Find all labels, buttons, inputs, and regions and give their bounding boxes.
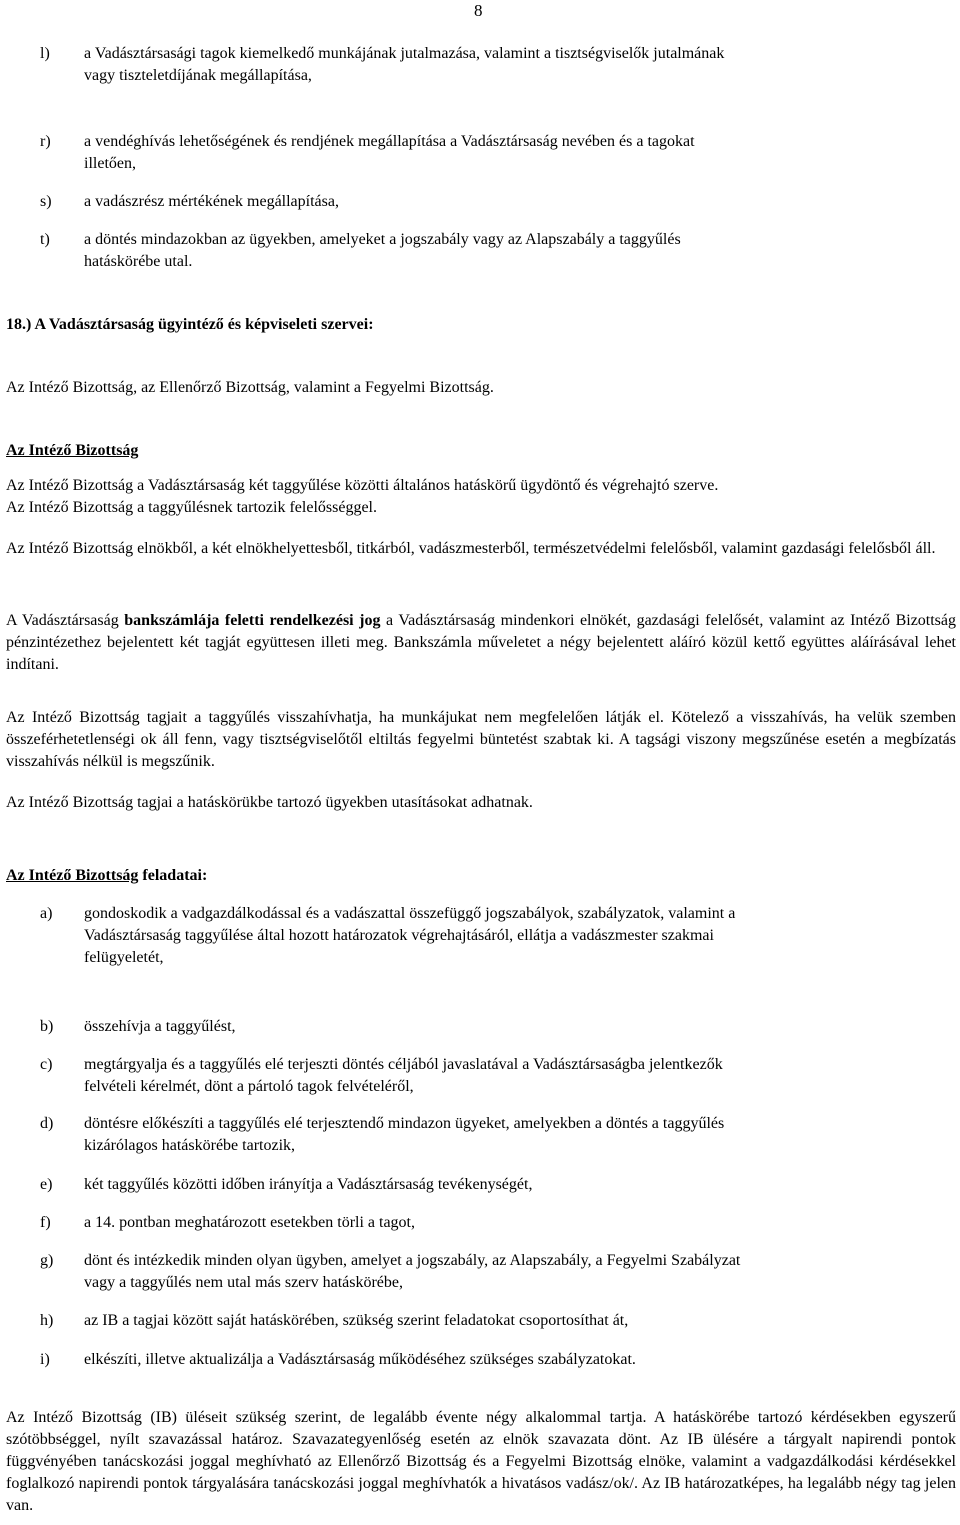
task-text: Vadásztársaság taggyűlése által hozott határozatok végrehajtásáról, ellátja a vadászmester szakmai [84,927,714,944]
task-text: kizárólagos hatáskörébe tartozik, [84,1137,296,1154]
task-text: vagy a taggyűlés nem utal más szerv hatáskörébe, [84,1274,403,1291]
ib-paragraph-2: Az Intéző Bizottság elnökből, a két elnökhelyettesből, titkárból, vadászmesterből, természetvédelmi felelősből, valamint gazdasági felelősből áll. [6,540,936,557]
list-text: hatáskörébe utal. [84,253,193,270]
list-text: illetően, [84,155,136,172]
tasks-heading [6,865,956,887]
tasks-heading-underlined: Az Intéző Bizottság [6,867,139,884]
list-text: a döntés mindazokban az ügyekben, amelyeket a jogszabály vagy az Alapszabály a taggyűlés [84,231,681,248]
recall-paragraph: Az Intéző Bizottság tagjait a taggyűlés visszahívhatja, ha munkájukat nem megfelelően látják el. Kötelező a visszahívás, ha velük szemben összeférhetetlenségi ok áll fenn, vagy tisztségviselőtől eltiltás fegyelmi büntetést szabtak ki. A tagsági viszony megszűnése esetén a megbízatás visszahívás nélkül is megszűnik. [6,709,956,770]
task-label: g) [40,1252,54,1269]
bank-text-post: a Vadásztársaság mindenkori elnökét, gazdasági felelősét, valamint az Intéző Bizottság pénzintézethez bejelentett két tagját együttesen illeti meg. Bankszámla műveletet a négy bejelentett aláíró közül kettő együttes aláírásával lehet indítani. [6,612,957,673]
meetings-paragraph: Az Intéző Bizottság (IB) üléseit szükség szerint, de legalább évente négy alkalommal tartja. A hatáskörébe tartozó kérdésekben egyszerű szótöbbséggel, nyílt szavazással határoz. Szavazategyenlőség esetén az elnök szavazata dönt. Az IB ülésére a tárgyalt napirendi pontok függvényében tanácskozási joggal meghívható az Ellenőrző Bizottság és a Fegyelmi Bizottság elnöke, valamint a vadgazdálkodási kérdésekkel foglalkozó napirendi pontok tárgyalására tanácskozási joggal meghívhatók a hivatásos vadász/ok/. Az IB határozatképes, ha legalább négy tag jelen van. [6,1409,956,1514]
list-label: t) [40,231,50,248]
task-text: gondoskodik a vadgazdálkodással és a vadászattal összefüggő jogszabályok, szabályzatok, valamint a [84,905,736,922]
section-18-heading: 18.) A Vadásztársaság ügyintéző és képviseleti szervei: [6,316,374,333]
list-text: a Vadásztársasági tagok kiemelkedő munkájának jutalmazása, valamint a tisztségviselők jutalmának [84,45,725,62]
section-18-text: Az Intéző Bizottság, az Ellenőrző Bizottság, valamint a Fegyelmi Bizottság. [6,379,494,396]
ib-heading: Az Intéző Bizottság [6,442,139,459]
bank-account-paragraph [6,610,956,676]
bank-text-pre: A Vadásztársaság [6,612,125,629]
task-label: f) [40,1214,51,1231]
ib-paragraph-1 [6,475,956,519]
list-text: vagy tiszteletdíjának megállapítása, [84,67,312,84]
list-label: l) [40,45,50,62]
task-text: megtárgyalja és a taggyűlés elé terjeszti döntés céljából javaslatával a Vadásztársaságba jelentkezők [84,1056,723,1073]
task-text: két taggyűlés közötti időben irányítja a Vadásztársaság tevékenységét, [84,1176,533,1193]
task-text: összehívja a taggyűlést, [84,1018,236,1035]
list-label: r) [40,133,51,150]
task-text: az IB a tagjai között saját hatáskörében, szükség szerint feladatokat csoportosíthat át, [84,1312,629,1329]
list-text: a vendéghívás lehetőségének és rendjének megállapítása a Vadásztársaság nevében és a tagokat [84,133,695,150]
task-label: h) [40,1312,54,1329]
task-text: felvételi kérelmét, dönt a pártoló tagok felvételéről, [84,1078,414,1095]
task-text: dönt és intézkedik minden olyan ügyben, amelyet a jogszabály, az Alapszabály, a Fegyelmi Szabályzat [84,1252,741,1269]
list-label: s) [40,193,52,210]
task-label: a) [40,905,53,922]
task-label: b) [40,1018,54,1035]
task-label: e) [40,1176,53,1193]
task-label: c) [40,1056,53,1073]
task-text: felügyeletét, [84,949,164,966]
task-text: elkészíti, illetve aktualizálja a Vadásztársaság működéséhez szükséges szabályzatokat. [84,1351,636,1368]
task-label: d) [40,1115,54,1132]
bank-text-bold: bankszámlája feletti rendelkezési jog [124,612,381,629]
instructions-paragraph: Az Intéző Bizottság tagjai a hatáskörükbe tartozó ügyekben utasításokat adhatnak. [6,794,533,811]
task-text: a 14. pontban meghatározott esetekben törli a tagot, [84,1214,415,1231]
list-text: a vadászrész mértékének megállapítása, [84,193,339,210]
tasks-heading-rest: feladatai: [138,867,208,884]
task-text: döntésre előkészíti a taggyűlés elé terjesztendő mindazon ügyeket, amelyekben a döntés a taggyűlés [84,1115,725,1132]
ib-paragraph-1-line-1: Az Intéző Bizottság a Vadásztársaság két taggyűlése közötti általános hatáskörű ügydöntő és végrehajtó szerve. [6,477,719,494]
ib-paragraph-1-line-2: Az Intéző Bizottság a taggyűlésnek tartozik felelősséggel. [6,499,377,516]
page-number: 8 [474,1,483,20]
task-label: i) [40,1351,50,1368]
